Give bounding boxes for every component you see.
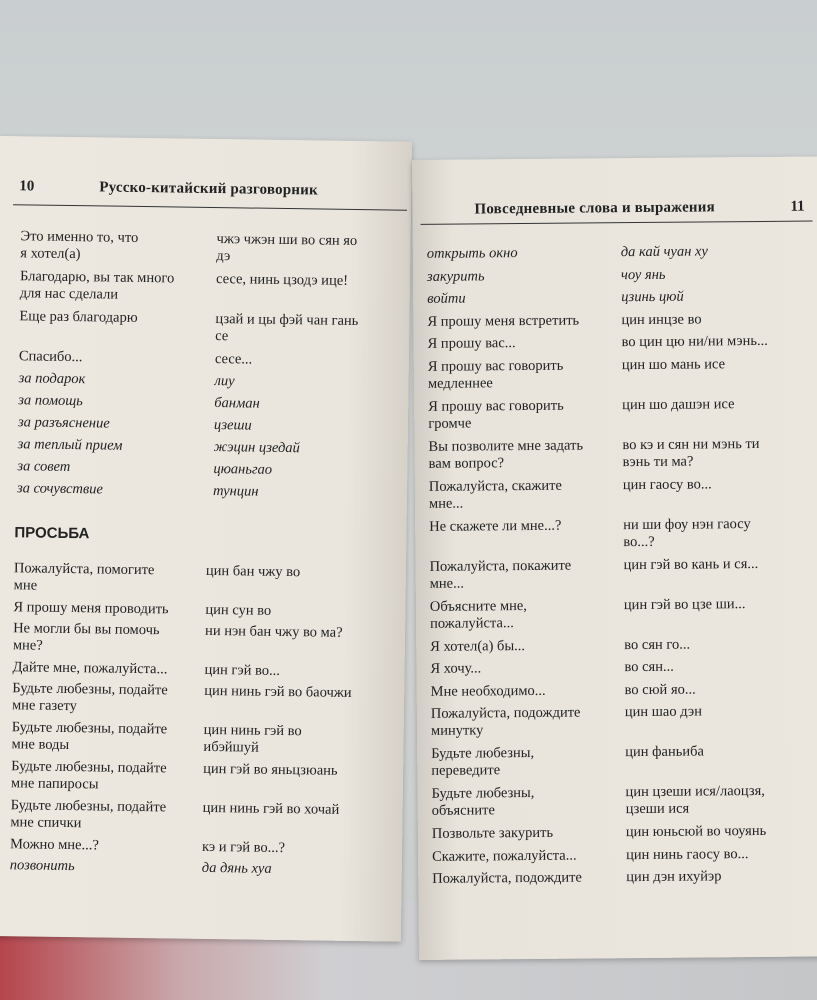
phrase-russian: Я хочу... xyxy=(430,660,482,677)
phrase-chinese: цин гэй во... xyxy=(204,661,281,679)
phrase-russian: за разъяснение xyxy=(17,414,110,432)
phrase-chinese: банман xyxy=(214,395,260,412)
phrase-chinese: цин гаосу во... xyxy=(622,475,712,493)
phrase-chinese: цин шао дэн xyxy=(624,703,703,721)
phrase-chinese: цин фаньиба xyxy=(625,743,704,761)
phrase-russian: Позвольте закурить xyxy=(431,824,554,842)
phrase-chinese: во цин цю ни/ни мэнь... xyxy=(621,332,768,351)
phrase-russian: Не могли бы вы помочь мне? xyxy=(12,620,160,654)
right-header-rule xyxy=(421,221,813,225)
phrase-russian: Я прошу вас говорить громче xyxy=(428,397,564,432)
phrase-row xyxy=(418,822,817,842)
phrase-chinese: кэ и гэй во...? xyxy=(201,838,286,857)
phrase-chinese: лиу xyxy=(214,373,235,390)
phrase-row xyxy=(0,268,410,303)
phrase-row xyxy=(413,265,817,285)
phrase-chinese: чжэ чжэн ши во сян яо дэ xyxy=(216,231,358,265)
phrase-chinese: цин нинь гэй во хочай xyxy=(202,799,340,818)
phrase-chinese: сесе... xyxy=(214,351,253,368)
phrase-chinese: ни нэн бан чжу во ма? xyxy=(204,622,343,641)
phrase-russian: Пожалуйста, помогите мне xyxy=(13,560,155,594)
phrase-row xyxy=(414,332,817,352)
phrase-russian: Я прошу меня встретить xyxy=(427,312,580,330)
phrase-chinese: цин инцзе во xyxy=(621,310,702,328)
phrase-chinese: цин дэн ихуйэр xyxy=(626,868,722,886)
phrase-chinese: во сюй яо... xyxy=(624,681,696,698)
phrase-row xyxy=(0,560,406,594)
phrase-chinese: цин сун во xyxy=(205,601,272,619)
phrase-russian: Будьте любезны, подайте мне воды xyxy=(11,719,168,754)
phrase-chinese: сесе, нинь цзодэ ице! xyxy=(215,271,349,289)
phrase-row xyxy=(0,480,407,500)
left-header-rule xyxy=(13,204,407,211)
phrase-russian: позвонить xyxy=(9,857,75,875)
phrase-russian: Скажите, пожалуйста... xyxy=(432,847,577,865)
right-page-number: 11 xyxy=(790,198,805,215)
right-page xyxy=(412,156,817,960)
phrase-chinese: цин цзеши ися/лаоцзя, цзеши ися xyxy=(625,782,765,818)
phrase-row xyxy=(0,797,403,832)
phrase-russian: войти xyxy=(427,290,466,307)
phrase-russian: Я прошу вас... xyxy=(427,335,516,352)
phrase-chinese: цин бан чжу во xyxy=(205,562,301,581)
phrase-russian: за подарок xyxy=(18,370,86,388)
phrase-chinese: цюаньгао xyxy=(213,461,273,478)
section-title: ПРОСЬБА xyxy=(14,524,90,543)
phrase-row xyxy=(416,657,817,677)
phrase-chinese: во сян... xyxy=(624,658,674,676)
phrase-chinese: цин юньсюй во чоуянь xyxy=(625,822,767,841)
phrase-russian: за совет xyxy=(17,458,71,476)
phrase-russian: Это именно то, что я хотел(а) xyxy=(20,228,139,263)
phrase-row xyxy=(416,595,817,632)
phrase-chinese: тунцин xyxy=(212,483,259,500)
phrase-chinese: во кэ и сян ни мэнь ти вэнь ти ма? xyxy=(622,435,760,470)
phrase-chinese: цин шо мань исе xyxy=(621,355,726,373)
phrase-russian: за сочувствие xyxy=(16,480,104,498)
phrase-row xyxy=(414,355,817,392)
right-running-title: Повседневные слова и выражения xyxy=(474,199,715,218)
phrase-chinese: во сян го... xyxy=(624,636,691,653)
phrase-russian: Пожалуйста, скажите мне... xyxy=(428,477,562,512)
phrase-row xyxy=(0,414,408,434)
phrase-russian: Пожалуйста, подождите xyxy=(432,869,582,887)
phrase-row xyxy=(0,436,408,457)
phrase-russian: Вы позволите мне задать вам вопрос? xyxy=(428,437,584,472)
phrase-chinese: цин нинь гэй во баочжи xyxy=(204,682,352,701)
phrase-row xyxy=(0,228,411,265)
phrase-chinese: жэцин цзедай xyxy=(213,439,300,457)
left-running-title: Русско-китайский разговорник xyxy=(99,179,318,199)
phrase-russian: Пожалуйста, покажите мне... xyxy=(429,557,572,592)
phrase-row xyxy=(416,635,817,655)
phrase-russian: Будьте любезны, подайте мне газету xyxy=(11,680,168,715)
phrase-chinese: ни ши фоу нэн гаосу во...? xyxy=(623,515,751,550)
phrase-row xyxy=(417,702,817,739)
phrase-russian: Благодарю, вы так много для нас сделали xyxy=(19,268,175,303)
phrase-chinese: цин шо дашэн исе xyxy=(622,395,735,413)
phrase-row xyxy=(0,458,407,478)
phrase-chinese: чоу янь xyxy=(620,266,666,283)
phrase-row xyxy=(417,782,817,819)
phrase-row xyxy=(413,287,817,307)
phrase-chinese: цин гэй во кань и ся... xyxy=(623,555,759,573)
phrase-russian: Будьте любезны, подайте мне папиросы xyxy=(10,758,167,793)
phrase-row xyxy=(413,310,817,330)
phrase-row xyxy=(413,242,817,262)
phrase-russian: за помощь xyxy=(18,392,83,410)
phrase-chinese: цзинь цюй xyxy=(621,288,684,306)
left-page xyxy=(0,136,412,942)
phrase-chinese: цин гэй во цзе ши... xyxy=(623,595,746,613)
phrase-russian: Дайте мне, пожалуйста... xyxy=(12,659,168,678)
phrase-row xyxy=(418,867,817,887)
phrase-russian: Мне необходимо... xyxy=(430,682,546,700)
phrase-row xyxy=(415,475,817,512)
phrase-row xyxy=(0,599,405,619)
phrase-chinese: цзай и цы фэй чан гань се xyxy=(215,311,359,345)
phrase-russian: открыть окно xyxy=(426,245,518,262)
phrase-chinese: да кай чуан ху xyxy=(620,243,708,261)
phrase-russian: Объясните мне, пожалуйста... xyxy=(429,597,527,632)
phrase-russian: Будьте любезны, подайте мне спички xyxy=(10,797,167,832)
phrase-russian: Пожалуйста, подождите минутку xyxy=(430,704,581,739)
phrase-russian: Я прошу меня проводить xyxy=(13,599,169,618)
phrase-russian: закурить xyxy=(426,267,485,285)
phrase-row xyxy=(414,435,817,472)
phrase-row xyxy=(415,555,817,592)
phrase-russian: Я прошу вас говорить медленнее xyxy=(427,357,564,392)
phrase-row xyxy=(0,836,402,857)
left-page-number: 10 xyxy=(19,178,35,195)
phrase-russian: Можно мне...? xyxy=(10,836,99,854)
phrase-chinese: цин нинь гэй во ибэйшуй xyxy=(203,721,302,756)
phrase-russian: Я хотел(а) бы... xyxy=(430,637,526,655)
phrase-russian: Еще раз благодарю xyxy=(19,308,138,326)
phrase-row xyxy=(0,659,405,679)
phrase-russian: Спасибо... xyxy=(18,348,83,366)
phrase-row xyxy=(417,742,817,779)
phrase-row xyxy=(0,370,409,390)
phrase-row xyxy=(417,680,817,700)
phrase-row xyxy=(0,348,409,368)
phrase-row xyxy=(414,395,817,432)
phrase-row xyxy=(0,719,404,756)
phrase-row xyxy=(0,758,403,793)
phrase-chinese: цзеши xyxy=(213,417,252,434)
phrase-row xyxy=(0,392,408,412)
phrase-row xyxy=(0,308,410,345)
phrase-chinese: цин гэй во яньцзюань xyxy=(203,760,338,779)
phrase-russian: Будьте любезны, переведите xyxy=(431,744,535,779)
phrase-russian: Не скажете ли мне...? xyxy=(429,517,562,535)
phrase-row xyxy=(418,845,817,865)
phrase-chinese: цин нинь гаосу во... xyxy=(626,845,749,863)
phrase-russian: Будьте любезны, объясните xyxy=(431,784,535,819)
phrase-row xyxy=(415,515,817,550)
phrase-chinese: да дянь хуа xyxy=(201,859,272,877)
phrase-russian: за теплый прием xyxy=(17,436,123,454)
